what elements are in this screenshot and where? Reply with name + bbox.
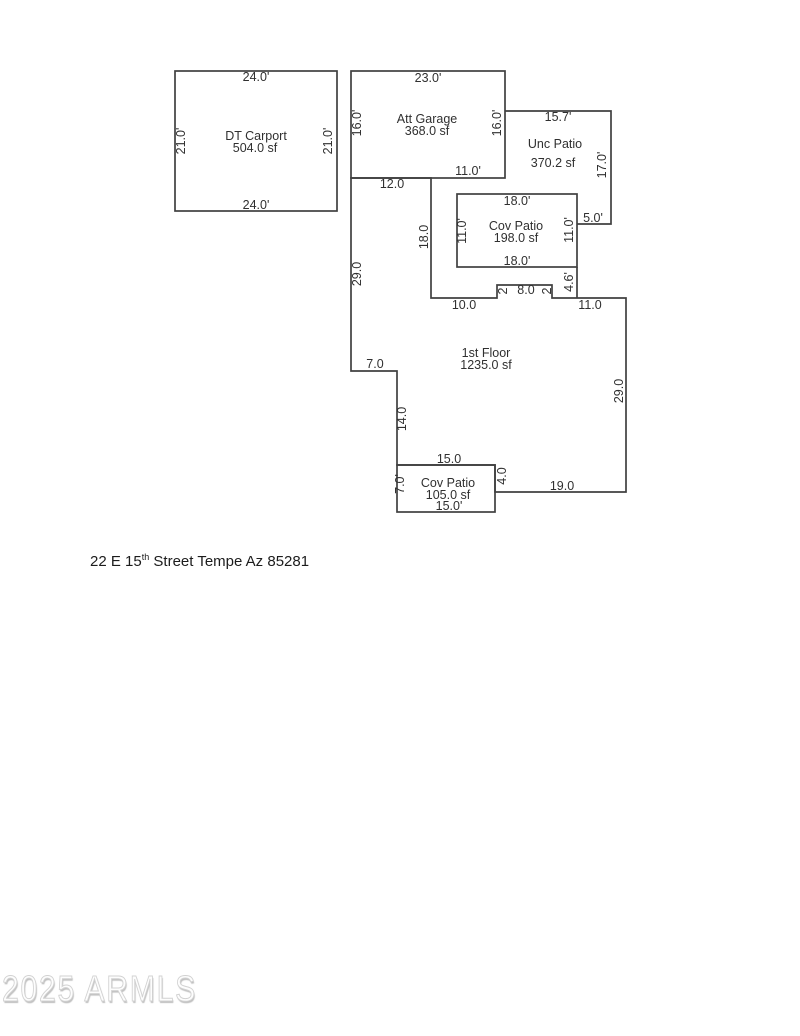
cov-patio-lower-dim-top: 15.0 xyxy=(436,451,462,466)
first-floor-dim-top-wall: 12.0 xyxy=(379,176,405,191)
garage-dim-bottom: 11.0' xyxy=(455,163,481,178)
first-floor-dim-west-lower: 14.0 xyxy=(394,406,409,432)
first-floor-dim-west: 29.0 xyxy=(349,261,364,287)
cov-patio-lower-dim-right: 4.0 xyxy=(494,467,509,485)
unc-patio-dim-top: 15.7' xyxy=(544,109,572,124)
unc-patio-name: Unc Patio xyxy=(527,136,583,151)
first-floor-dim-top-left: 10.0 xyxy=(451,297,477,312)
garage-dim-top: 23.0' xyxy=(414,70,442,85)
unc-patio-dim-right: 17.0' xyxy=(594,151,609,179)
first-floor-dim-notch-top: 8.0 xyxy=(517,282,535,297)
address-prefix: 22 E 15 xyxy=(90,553,142,570)
first-floor-dim-interior-wall: 18.0 xyxy=(416,224,431,250)
cov-patio-lower-area: 105.0 sf xyxy=(425,487,471,502)
carport-dim-left: 21.0' xyxy=(173,127,188,155)
cov-patio-upper-dim-top: 18.0' xyxy=(503,193,531,208)
carport-dim-bottom: 24.0' xyxy=(242,197,270,212)
carport-name: DT Carport xyxy=(225,128,287,143)
first-floor-dim-notch-left: 2 xyxy=(495,287,510,295)
garage-dim-left: 16.0' xyxy=(349,109,364,137)
carport-dim-right: 21.0' xyxy=(320,127,335,155)
first-floor-dim-patio-drop: 4.6' xyxy=(561,272,576,292)
first-floor-dim-top-right: 11.0 xyxy=(578,297,602,312)
armls-watermark: 2025 ARMLS xyxy=(2,968,197,1009)
cov-patio-upper-dim-right: 11.0' xyxy=(561,217,576,243)
cov-patio-lower-dim-bottom: 15.0' xyxy=(435,498,463,513)
garage-area: 368.0 sf xyxy=(404,123,450,138)
cov-patio-upper-area: 198.0 sf xyxy=(493,230,539,245)
first-floor-dim-notch-right: 2 xyxy=(539,287,554,295)
address-suffix: Street Tempe Az 85281 xyxy=(149,553,310,570)
garage-dim-right: 16.0' xyxy=(489,109,504,137)
first-floor-name: 1st Floor xyxy=(461,345,511,360)
first-floor-dim-west-jog: 7.0 xyxy=(366,356,384,371)
carport-area: 504.0 sf xyxy=(232,140,278,155)
first-floor-dim-east: 29.0 xyxy=(611,378,626,404)
first-floor-area: 1235.0 sf xyxy=(460,357,512,372)
cov-patio-upper-dim-bottom: 18.0' xyxy=(503,253,531,268)
cov-patio-lower-dim-left: 7.0' xyxy=(392,474,407,494)
garage-name: Att Garage xyxy=(396,111,458,126)
unc-patio-area: 370.2 sf xyxy=(530,155,576,170)
address-ordinal-suffix: th xyxy=(141,552,150,562)
cov-patio-upper-name: Cov Patio xyxy=(488,218,544,233)
carport-dim-top: 24.0' xyxy=(242,69,270,84)
property-address xyxy=(90,553,309,570)
cov-patio-lower-name: Cov Patio xyxy=(420,475,476,490)
first-floor-dim-bottom: 19.0 xyxy=(549,478,575,493)
cov-patio-upper-dim-left: 11.0' xyxy=(454,218,469,244)
unc-patio-dim-bottom: 5.0' xyxy=(583,210,603,225)
